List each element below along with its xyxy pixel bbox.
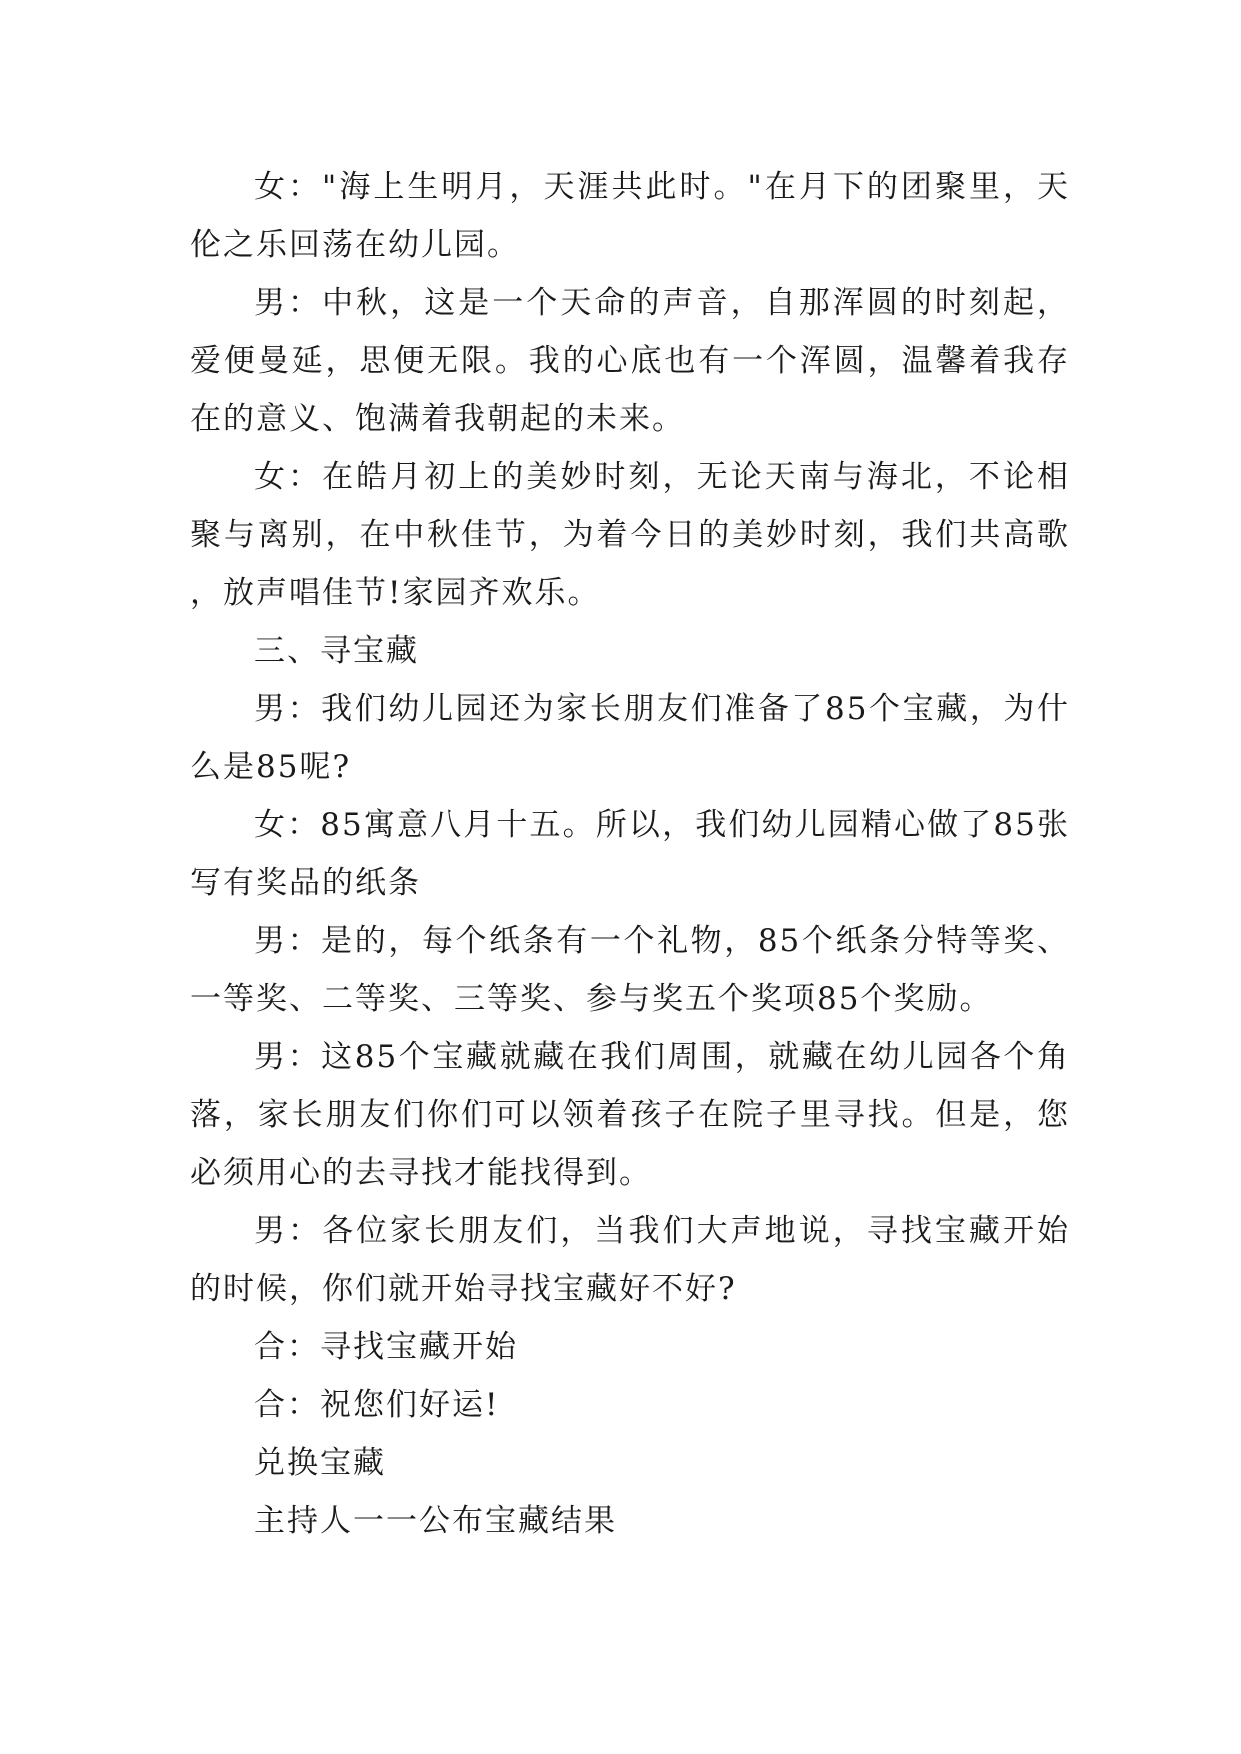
paragraph: 主持人一一公布宝藏结果 [254, 1503, 617, 1539]
paragraph: 男：这85个宝藏就藏在我们周围，就藏在幼儿园各个角落，家长朋友们你们可以领着孩子在院子里寻找。但是，您必须用心的去寻找才能找得到。 [190, 1039, 1070, 1191]
paragraph: 合：寻找宝藏开始 [254, 1329, 518, 1365]
paragraph: 女："海上生明月，天涯共此时。"在月下的团聚里，天伦之乐回荡在幼儿园。 [190, 169, 1070, 263]
section-heading: 三、寻宝藏 [254, 633, 419, 669]
paragraph: 女：85寓意八月十五。所以，我们幼儿园精心做了85张写有奖品的纸条 [190, 807, 1070, 901]
paragraph: 兑换宝藏 [254, 1445, 386, 1481]
paragraph: 女：在皓月初上的美妙时刻，无论天南与海北，不论相聚与离别，在中秋佳节，为着今日的美妙时刻，我们共高歌，放声唱佳节!家园齐欢乐。 [190, 459, 1070, 611]
paragraph: 男：是的，每个纸条有一个礼物，85个纸条分特等奖、一等奖、二等奖、三等奖、参与奖五个奖项85个奖励。 [190, 923, 1070, 1017]
paragraph: 男：我们幼儿园还为家长朋友们准备了85个宝藏，为什么是85呢? [190, 691, 1070, 785]
paragraph: 男：中秋，这是一个天命的声音，自那浑圆的时刻起，爱便曼延，思便无限。我的心底也有一个浑圆，温馨着我存在的意义、饱满着我朝起的未来。 [190, 285, 1070, 437]
paragraph: 合：祝您们好运! [254, 1387, 500, 1423]
paragraph: 男：各位家长朋友们，当我们大声地说，寻找宝藏开始的时候，你们就开始寻找宝藏好不好? [190, 1213, 1070, 1307]
document-body [190, 158, 1070, 1550]
